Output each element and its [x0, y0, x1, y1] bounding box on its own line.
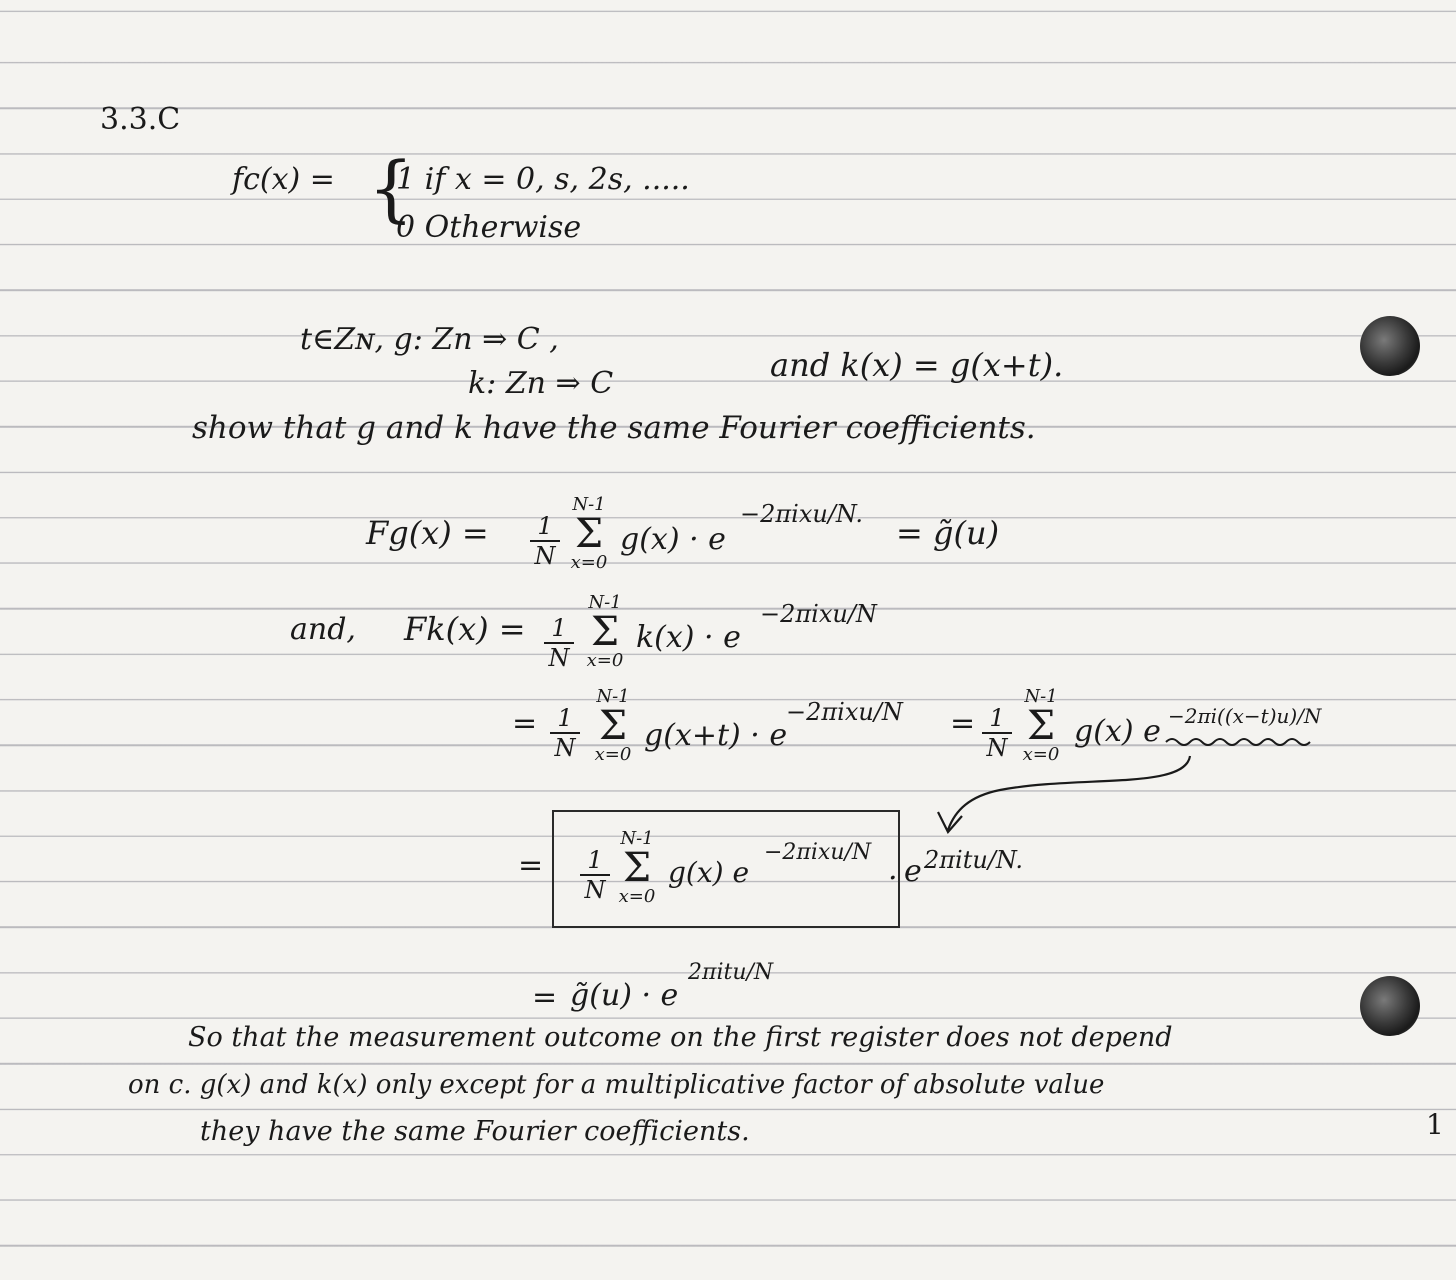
sub-body: g(x) e: [1074, 714, 1161, 749]
fraction-denominator: N: [548, 644, 570, 672]
boxed-body: g(x) e: [668, 856, 750, 889]
setup-mapping-k: k: Zn ⇒ C: [468, 366, 614, 401]
problem-number: 3.3.C: [100, 102, 181, 137]
conclusion-line-2: on c. g(x) and k(x) only except for a multiplicative factor of absolute value: [128, 1070, 1105, 1100]
conclusion-line-1: So that the measurement outcome on the first register does not depend: [188, 1022, 1173, 1053]
fraction-numerator: 1: [544, 614, 574, 644]
piecewise-brace: {: [368, 146, 414, 230]
boxed-summation: [612, 830, 662, 906]
fraction-denominator: N: [986, 734, 1008, 762]
equals-sign-shift: =: [512, 706, 538, 741]
sum-lower: x=0: [570, 552, 608, 573]
result: g̃(u) · e: [570, 978, 679, 1013]
sum-upper: N-1: [588, 592, 622, 613]
fraction-denominator: N: [534, 542, 556, 570]
fk-exponent: −2πixu/N: [760, 600, 877, 628]
case-one: 1 if x = 0, s, 2s, .....: [396, 162, 690, 197]
sigma-icon: Σ: [1026, 703, 1056, 749]
fraction-denominator: N: [584, 876, 606, 904]
fraction-numerator: 1: [580, 846, 610, 876]
fk-body: k(x) · e: [636, 620, 741, 655]
shift-exponent: −2πixu/N: [786, 698, 903, 726]
sum-upper: N-1: [620, 828, 654, 849]
setup-mapping-g: t∈Zɴ, g: Zn ⇒ C ,: [300, 322, 559, 357]
conclusion-line-3: they have the same Fourier coefficients.: [200, 1116, 750, 1147]
sum-lower: x=0: [586, 650, 624, 671]
boxed-exponent: −2πixu/N: [764, 840, 872, 865]
sigma-icon: Σ: [598, 703, 628, 749]
sigma-icon: Σ: [622, 845, 652, 891]
sum-lower: x=0: [618, 886, 656, 907]
sum-upper: N-1: [596, 686, 630, 707]
fg-rhs: = g̃(u): [896, 514, 1000, 552]
sigma-icon: Σ: [574, 511, 604, 557]
equals-sign-sub: =: [950, 706, 976, 741]
k-definition: and k(x) = g(x+t).: [770, 346, 1064, 384]
factor-dot: .: [888, 852, 898, 887]
sum-lower: x=0: [594, 744, 632, 765]
sum-upper: N-1: [1024, 686, 1058, 707]
fg-lhs: Fg(x) =: [366, 514, 489, 552]
equals-sign-result: =: [532, 980, 558, 1015]
sub-exponent: −2πi((x−t)u)/N: [1168, 704, 1322, 728]
fraction-numerator: 1: [982, 704, 1012, 734]
result-exponent: 2πitu/N: [688, 960, 774, 985]
equals-sign-boxed: =: [518, 848, 544, 883]
fg-body: g(x) · e: [620, 522, 726, 557]
fraction-numerator: 1: [530, 512, 560, 542]
case-otherwise: 0 Otherwise: [396, 210, 582, 245]
sum-lower: x=0: [1022, 744, 1060, 765]
fg-exponent: −2πixu/N.: [740, 500, 863, 528]
phase-factor: e: [904, 854, 922, 889]
problem-statement: show that g and k have the same Fourier coefficients.: [192, 410, 1036, 446]
fraction-denominator: N: [554, 734, 576, 762]
fk-lhs: Fk(x) =: [404, 610, 526, 648]
boxed-fraction: [580, 846, 610, 904]
phase-factor-exponent: 2πitu/N.: [924, 846, 1023, 874]
sum-upper: N-1: [572, 494, 606, 515]
and-label: and,: [290, 612, 356, 647]
shift-body: g(x+t) · e: [644, 718, 788, 753]
fraction-numerator: 1: [550, 704, 580, 734]
sigma-icon: Σ: [590, 609, 620, 655]
absolute-value-one: 1: [1426, 1108, 1444, 1141]
fc-definition-lhs: fc(x) =: [232, 162, 335, 197]
